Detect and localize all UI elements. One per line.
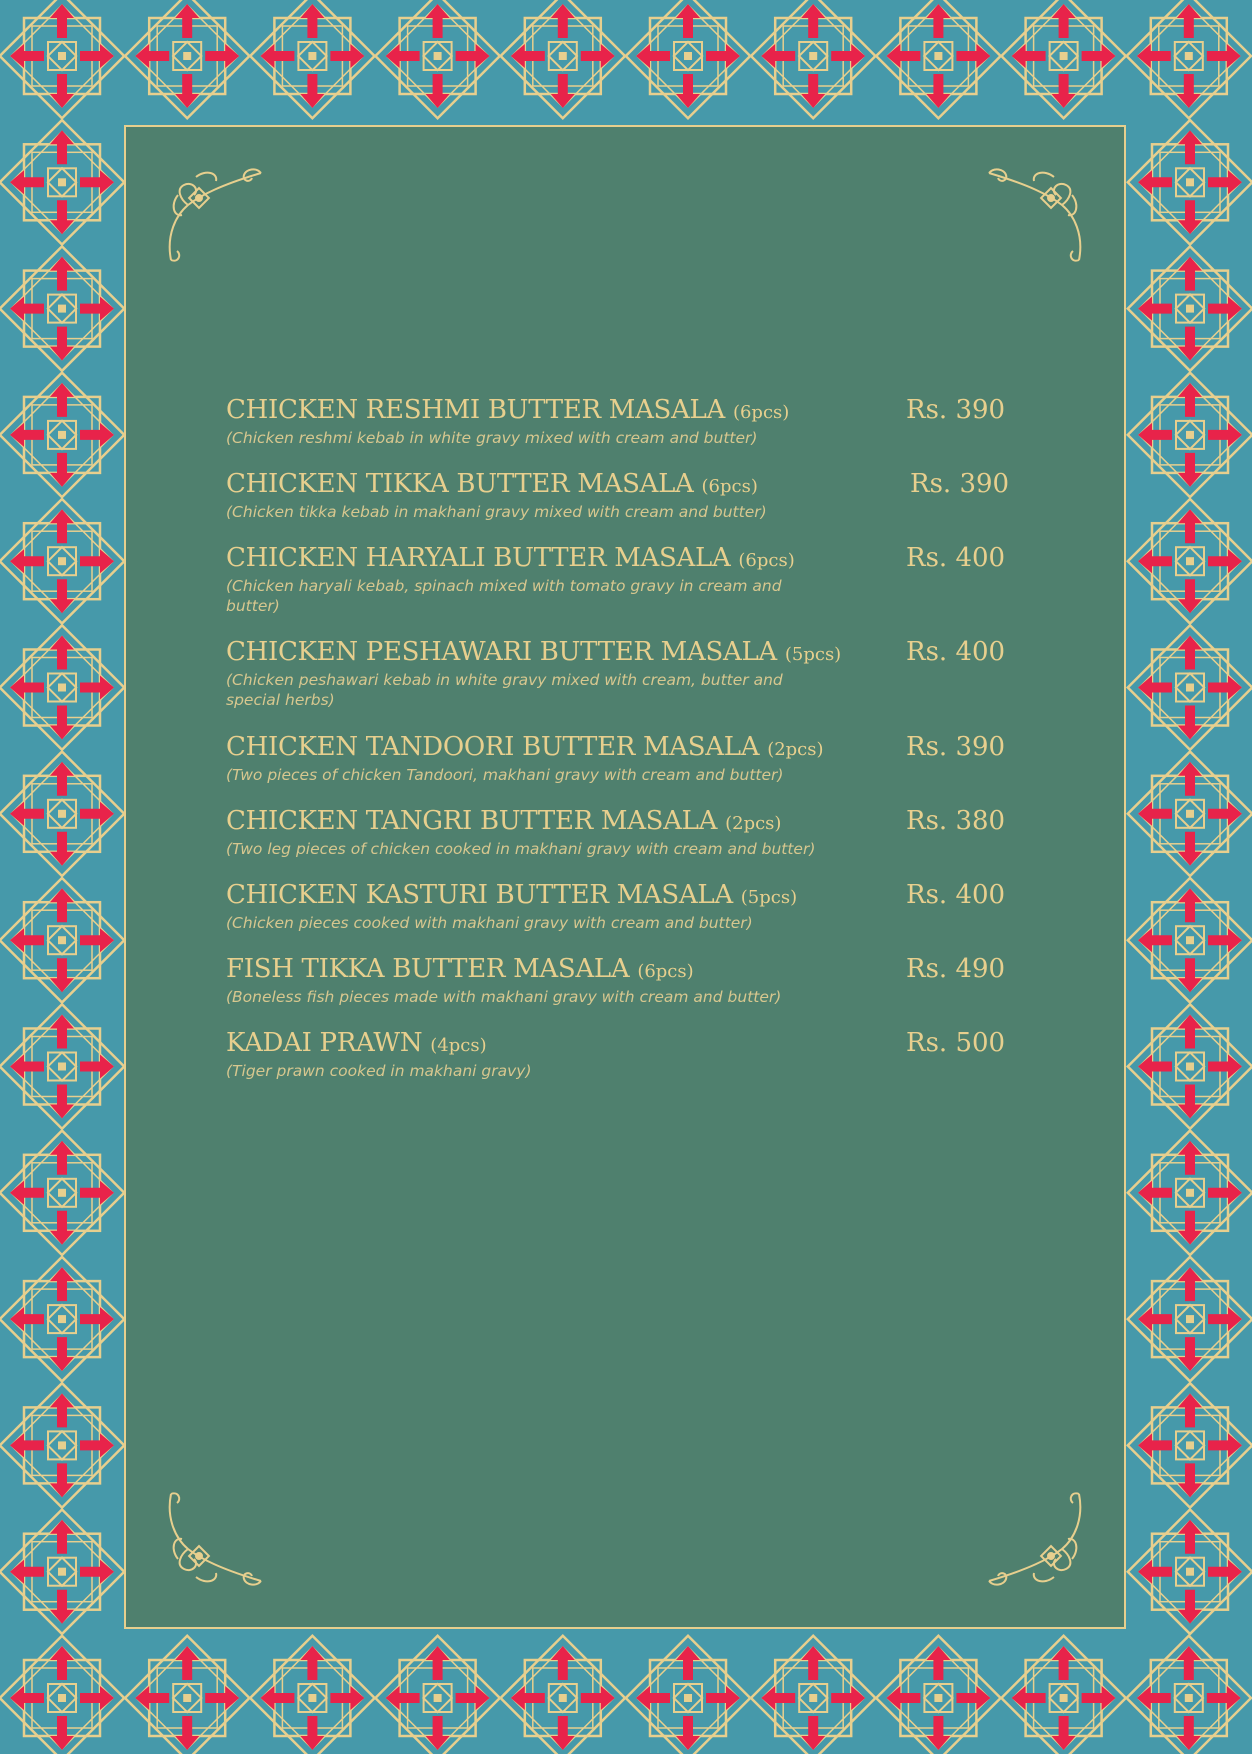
item-name: CHICKEN PESHAWARI BUTTER MASALA bbox=[226, 637, 777, 667]
menu-item bbox=[226, 806, 1046, 880]
item-desc: (Two leg pieces of chicken cooked in makhani gravy with cream and butter) bbox=[226, 840, 816, 858]
geometric-star-arrow-icon bbox=[1001, 1636, 1125, 1754]
item-price: Rs. 390 bbox=[906, 395, 1006, 425]
scroll-flourish-icon bbox=[984, 1489, 1084, 1589]
item-qty: (5pcs) bbox=[740, 887, 798, 908]
geometric-star-arrow-icon bbox=[1128, 1131, 1252, 1255]
item-name: CHICKEN TIKKA BUTTER MASALA bbox=[226, 469, 694, 499]
geometric-star-arrow-icon bbox=[1128, 752, 1252, 876]
geometric-star-arrow-icon bbox=[0, 246, 124, 370]
geometric-star-arrow-icon bbox=[0, 120, 124, 244]
scroll-flourish-icon bbox=[984, 165, 1084, 265]
item-desc: (Chicken haryali kebab, spinach mixed with tomato gravy in cream and butter) bbox=[226, 577, 782, 615]
geometric-star-arrow-icon bbox=[1128, 1004, 1252, 1128]
geometric-star-arrow-icon bbox=[1128, 1257, 1252, 1381]
geometric-star-arrow-icon bbox=[1128, 373, 1252, 497]
menu-list bbox=[226, 395, 1046, 1102]
geometric-star-arrow-icon bbox=[250, 0, 374, 118]
geometric-star-arrow-icon bbox=[1128, 1383, 1252, 1507]
geometric-star-arrow-icon bbox=[1127, 1636, 1251, 1754]
item-price: Rs. 490 bbox=[906, 954, 1006, 984]
geometric-star-arrow-icon bbox=[125, 0, 249, 118]
geometric-star-arrow-icon bbox=[1128, 120, 1252, 244]
geometric-star-arrow-icon bbox=[0, 625, 124, 749]
scroll-flourish-icon bbox=[166, 1489, 266, 1589]
menu-item bbox=[226, 395, 1046, 469]
geometric-star-arrow-icon bbox=[1128, 246, 1252, 370]
menu-item bbox=[226, 954, 1046, 1028]
geometric-star-arrow-icon bbox=[1128, 1509, 1252, 1633]
item-desc: (Two pieces of chicken Tandoori, makhani gravy with cream and butter) bbox=[226, 766, 784, 784]
menu-item bbox=[226, 469, 1046, 543]
item-price: Rs. 400 bbox=[906, 637, 1006, 667]
geometric-star-arrow-icon bbox=[0, 373, 124, 497]
item-name: KADAI PRAWN bbox=[226, 1028, 423, 1058]
item-qty: (6pcs) bbox=[637, 961, 694, 982]
item-qty: (6pcs) bbox=[732, 402, 790, 423]
geometric-star-arrow-icon bbox=[1127, 0, 1251, 118]
menu-item bbox=[226, 543, 1046, 637]
geometric-star-arrow-icon bbox=[0, 1004, 124, 1128]
item-name: CHICKEN RESHMI BUTTER MASALA bbox=[226, 395, 725, 425]
geometric-star-arrow-icon bbox=[626, 0, 750, 118]
geometric-star-arrow-icon bbox=[0, 1636, 124, 1754]
geometric-star-arrow-icon bbox=[1128, 499, 1252, 623]
geometric-star-arrow-icon bbox=[876, 1636, 1000, 1754]
item-name: CHICKEN TANGRI BUTTER MASALA bbox=[226, 806, 718, 836]
geometric-star-arrow-icon bbox=[1001, 0, 1125, 118]
scroll-flourish-icon bbox=[166, 165, 266, 265]
geometric-star-arrow-icon bbox=[0, 878, 124, 1002]
item-price: Rs. 390 bbox=[906, 732, 1006, 762]
geometric-star-arrow-icon bbox=[501, 1636, 625, 1754]
geometric-star-arrow-icon bbox=[501, 0, 625, 118]
item-price: Rs. 400 bbox=[906, 543, 1006, 573]
geometric-star-arrow-icon bbox=[375, 1636, 499, 1754]
item-desc: (Boneless fish pieces made with makhani gravy with cream and butter) bbox=[226, 988, 782, 1006]
menu-item bbox=[226, 880, 1046, 954]
item-name: CHICKEN TANDOORI BUTTER MASALA bbox=[226, 732, 760, 762]
menu-item bbox=[226, 1028, 1046, 1102]
geometric-star-arrow-icon bbox=[0, 1131, 124, 1255]
geometric-star-arrow-icon bbox=[0, 1383, 124, 1507]
item-price: Rs. 400 bbox=[906, 880, 1006, 910]
item-price: Rs. 500 bbox=[906, 1028, 1006, 1058]
geometric-star-arrow-icon bbox=[0, 752, 124, 876]
item-qty: (2pcs) bbox=[725, 813, 782, 834]
item-desc: (Tiger prawn cooked in makhani gravy) bbox=[226, 1062, 532, 1080]
item-qty: (6pcs) bbox=[738, 550, 795, 571]
geometric-star-arrow-icon bbox=[250, 1636, 374, 1754]
geometric-star-arrow-icon bbox=[751, 0, 875, 118]
menu-panel bbox=[124, 125, 1126, 1629]
geometric-star-arrow-icon bbox=[751, 1636, 875, 1754]
geometric-star-arrow-icon bbox=[375, 0, 499, 118]
geometric-star-arrow-icon bbox=[0, 1509, 124, 1633]
geometric-star-arrow-icon bbox=[0, 1257, 124, 1381]
geometric-star-arrow-icon bbox=[1128, 625, 1252, 749]
item-qty: (2pcs) bbox=[767, 739, 824, 760]
item-name: FISH TIKKA BUTTER MASALA bbox=[226, 954, 630, 984]
item-name: CHICKEN HARYALI BUTTER MASALA bbox=[226, 543, 731, 573]
geometric-star-arrow-icon bbox=[0, 499, 124, 623]
geometric-star-arrow-icon bbox=[876, 0, 1000, 118]
geometric-star-arrow-icon bbox=[0, 0, 124, 118]
item-price: Rs. 390 bbox=[910, 469, 1010, 499]
item-desc: (Chicken reshmi kebab in white gravy mixed with cream and butter) bbox=[226, 429, 758, 447]
item-desc: (Chicken tikka kebab in makhani gravy mixed with cream and butter) bbox=[226, 503, 767, 521]
item-name: CHICKEN KASTURI BUTTER MASALA bbox=[226, 880, 733, 910]
item-price: Rs. 380 bbox=[906, 806, 1006, 836]
item-qty: (4pcs) bbox=[430, 1035, 487, 1056]
item-qty: (6pcs) bbox=[701, 476, 758, 497]
geometric-star-arrow-icon bbox=[1128, 878, 1252, 1002]
geometric-star-arrow-icon bbox=[626, 1636, 750, 1754]
menu-item bbox=[226, 637, 1046, 732]
item-desc: (Chicken pieces cooked with makhani gravy with cream and butter) bbox=[226, 914, 753, 932]
menu-item bbox=[226, 732, 1046, 806]
item-qty: (5pcs) bbox=[784, 644, 842, 665]
geometric-star-arrow-icon bbox=[125, 1636, 249, 1754]
item-desc: (Chicken peshawari kebab in white gravy mixed with cream, butter and special herbs) bbox=[226, 671, 783, 709]
